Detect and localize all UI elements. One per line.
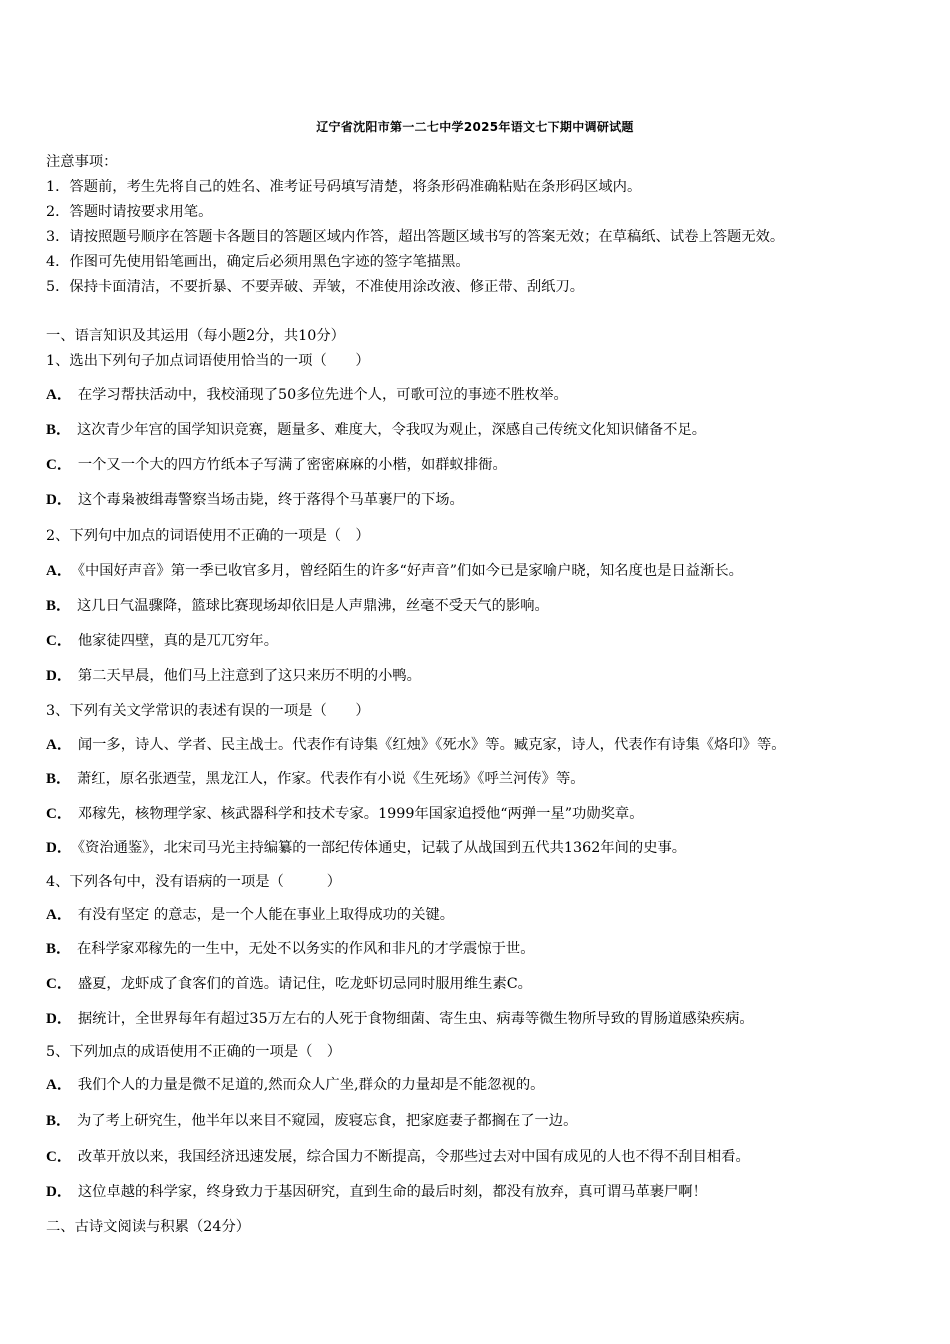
option-text: 为了考上研究生，他半年以来目不窥园，废寝忘食，把家庭妻子都搁在了一边。: [77, 1113, 578, 1129]
option-letter: D．: [46, 1011, 72, 1027]
option-a: [46, 385, 568, 405]
note-item: 1．答题前，考生先将自己的姓名、准考证号码填写清楚，将条形码准确粘贴在条形码区域内。: [46, 179, 642, 195]
option-letter: C．: [46, 1149, 72, 1165]
option-d: [46, 1009, 754, 1029]
option-letter: A．: [46, 737, 72, 753]
option-text: 我们个人的力量是微不足道的,然而众人广坐,群众的力量却是不能忽视的。: [77, 1077, 545, 1093]
note-item: 2．答题时请按要求用笔。: [46, 204, 213, 220]
option-text: 有没有坚定 的意志，是一个人能在事业上取得成功的关键。: [77, 907, 455, 923]
option-a: [46, 561, 743, 581]
notes-heading: 注意事项：: [46, 154, 118, 170]
option-d: [46, 1182, 707, 1202]
option-letter: C．: [46, 806, 72, 822]
option-d: [46, 490, 464, 510]
option-letter: A．: [46, 387, 72, 403]
option-c: [46, 974, 532, 994]
option-c: [46, 455, 507, 475]
option-letter: D．: [46, 1184, 72, 1200]
option-text: 这个毒枭被缉毒警察当场击毙，终于落得个马革裹尸的下场。: [77, 492, 464, 508]
option-c: [46, 631, 278, 651]
option-letter: D．: [46, 492, 72, 508]
option-letter: B．: [46, 1113, 72, 1129]
option-letter: A．: [46, 563, 72, 579]
option-text: 《中国好声音》第一季已收官多月，曾经陌生的许多“好声音”们如今已是家喻户晓，知名度也是日益渐长。: [77, 563, 743, 579]
option-letter: C．: [46, 633, 72, 649]
option-letter: C．: [46, 976, 72, 992]
option-text: 在学习帮扶活动中，我校涌现了50多位先进个人，可歌可泣的事迹不胜枚举。: [77, 387, 568, 403]
page-title: 辽宁省沈阳市第一二七中学2025年语文七下期中调研试题: [316, 120, 634, 134]
option-letter: B．: [46, 598, 72, 614]
option-a: [46, 905, 454, 925]
option-b: [46, 1111, 577, 1131]
option-letter: B．: [46, 771, 72, 787]
option-b: [46, 420, 706, 440]
note-item: 5．保持卡面清洁，不要折暴、不要弄破、弄皱，不准使用涂改液、修正带、刮纸刀。: [46, 279, 585, 295]
option-text: 在科学家邓稼先的一生中，无处不以务实的作风和非凡的才学震惊于世。: [77, 941, 535, 957]
option-letter: A．: [46, 1077, 72, 1093]
option-letter: A．: [46, 907, 72, 923]
option-d: [46, 666, 421, 686]
question-stem: 3、下列有关文学常识的表述有误的一项是（ ）: [46, 703, 370, 719]
option-text: 这位卓越的科学家，终身致力于基因研究，直到生命的最后时刻，都没有放弃，真可谓马革裹尸啊！: [77, 1184, 707, 1200]
option-text: 这次青少年宫的国学知识竞赛，题量多、难度大，令我叹为观止，深感自己传统文化知识储备不足。: [77, 422, 707, 438]
option-text: 他家徒四壁，真的是兀兀穷年。: [77, 633, 278, 649]
option-b: [46, 596, 549, 616]
question-stem: 1、选出下列句子加点词语使用恰当的一项（ ）: [46, 353, 370, 369]
option-a: [46, 1075, 544, 1095]
option-letter: D．: [46, 668, 72, 684]
option-text: 《资治通鉴》，北宋司马光主持编纂的一部纪传体通史，记载了从战国到五代共1362年间的史事。: [77, 840, 687, 856]
option-text: 这几日气温骤降，篮球比赛现场却依旧是人声鼎沸，丝毫不受天气的影响。: [77, 598, 549, 614]
option-d: [46, 838, 686, 858]
option-a: [46, 735, 786, 755]
question-stem: 4、下列各句中，没有语病的一项是（ ）: [46, 874, 342, 890]
option-letter: B．: [46, 941, 72, 957]
option-c: [46, 1147, 750, 1167]
option-b: [46, 939, 535, 959]
option-text: 一个又一个大的四方竹纸本子写满了密密麻麻的小楷，如群蚁排衙。: [77, 457, 507, 473]
option-text: 盛夏，龙虾成了食客们的首选。请记住，吃龙虾切忌同时服用维生素C。: [77, 976, 532, 992]
section-heading: 二、古诗文阅读与积累（24分）: [46, 1219, 251, 1235]
option-b: [46, 769, 585, 789]
option-letter: B．: [46, 422, 72, 438]
option-letter: D．: [46, 840, 72, 856]
question-stem: 5、下列加点的成语使用不正确的一项是（ ）: [46, 1044, 342, 1060]
section-heading: 一、语言知识及其运用（每小题2分，共10分）: [46, 328, 345, 344]
option-text: 第二天早晨，他们马上注意到了这只来历不明的小鸭。: [77, 668, 421, 684]
question-stem: 2、下列句中加点的词语使用不正确的一项是（ ）: [46, 528, 370, 544]
option-text: 据统计，全世界每年有超过35万左右的人死于食物细菌、寄生虫、病毒等微生物所导致的胃肠道感染疾病。: [77, 1011, 754, 1027]
note-item: 3．请按照题号顺序在答题卡各题目的答题区域内作答，超出答题区域书写的答案无效；在草稿纸、试卷上答题无效。: [46, 229, 785, 245]
option-text: 闻一多，诗人、学者、民主战士。代表作有诗集《红烛》《死水》等。臧克家，诗人，代表作有诗集《烙印》等。: [77, 737, 786, 753]
option-c: [46, 804, 644, 824]
option-text: 邓稼先，核物理学家、核武器科学和技术专家。1999年国家追授他“两弹一星”功勋奖章。: [77, 806, 644, 822]
option-letter: C．: [46, 457, 72, 473]
note-item: 4．作图可先使用铅笔画出，确定后必须用黑色字迹的签字笔描黑。: [46, 254, 470, 270]
option-text: 改革开放以来，我国经济迅速发展，综合国力不断提高，令那些过去对中国有成见的人也不得不刮目相看。: [77, 1149, 750, 1165]
option-text: 萧红，原名张迺莹，黑龙江人，作家。代表作有小说《生死场》《呼兰河传》等。: [77, 771, 585, 787]
